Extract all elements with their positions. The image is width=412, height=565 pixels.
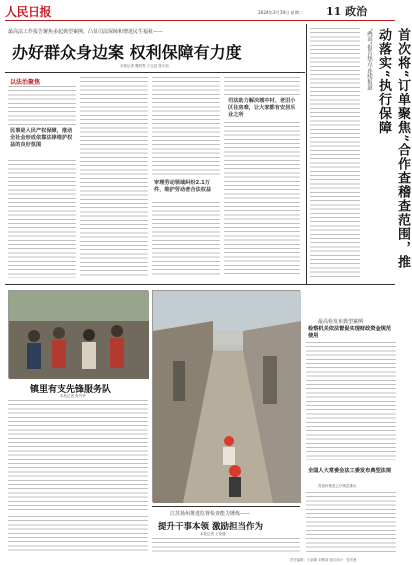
lead-rule — [5, 72, 305, 73]
street-photo — [152, 290, 300, 502]
bottom-text — [152, 538, 300, 554]
bottom-kicker: 江苏扬州推进监督检查能力锤炼—— — [170, 511, 251, 517]
newspaper-logo: 人民日报 — [5, 5, 52, 19]
lead-text-col1-bottom — [8, 160, 76, 278]
brief2-text — [306, 492, 396, 552]
right-text — [310, 28, 360, 278]
brief2-headline: 全国人大常委会法工委发布典型法规 — [308, 468, 392, 474]
volunteer-photo-art — [9, 291, 149, 379]
lead-text-col3-top — [152, 77, 220, 177]
brief1-kicker: 最高检发布典型案例 — [318, 319, 364, 325]
photo-story-byline: 本报记者 张丹华 — [60, 394, 86, 398]
brief1-headline: 检察机关依法督促实现财政资金规范使用 — [308, 326, 392, 339]
lead-headline: 办好群众身边案 权利保障有力度 — [12, 43, 242, 62]
right-headline: 首次将“订单聚焦”合作查稽查范围，推动落实“执行保障 — [376, 28, 410, 269]
page-number: 11 政治 — [326, 5, 368, 18]
side-subhead: 司法助力解决城中村、老旧小区住房难，让大家都有安居乐业之所 — [228, 98, 296, 118]
lead-pull-quote: 民事是人民产权保障，推动全社会形成依靠法律维护权益的良好氛围 — [10, 128, 73, 148]
street-photo-art — [153, 291, 301, 503]
section-label: 以法治聚焦 — [10, 79, 41, 86]
bottom-headline: 提升干事本领 激励担当作为 — [158, 522, 263, 532]
bottom-byline: 本报记者 王伟健 — [200, 532, 226, 536]
mid-rule — [5, 284, 395, 285]
right-divider — [306, 24, 307, 284]
page-footer: 责任编辑：王新颖 刘维涛 版式设计：张芳曼 — [290, 558, 357, 562]
bottom-rule — [152, 506, 300, 507]
volunteer-photo — [8, 290, 148, 378]
masthead-rule — [5, 20, 395, 21]
photo-story-headline: 镇里有支先锋服务队 — [30, 385, 112, 395]
right-kicker: “两高”报告热点·连续报道 — [366, 28, 372, 91]
photo-story-text — [8, 400, 148, 512]
issue-date: 2024年3月19日 星期二 — [258, 10, 304, 15]
brief1-text — [306, 342, 396, 460]
lead-byline: 本报记者 魏哲哲 亓玉昆 张天培 — [120, 64, 169, 68]
brief2-subhead: 将加快推进立法规范推出 — [318, 484, 357, 488]
lead-text-col4-top — [224, 77, 300, 95]
bottom-left-text — [8, 516, 148, 554]
lead-text-col3-bottom — [152, 202, 220, 277]
lead-text-col4-bottom — [224, 122, 300, 277]
lead-kicker: 最高法工作报告聚焦多起典型案例，凸显司法保障和增进民生福祉—— — [8, 29, 164, 35]
lead-subhead-mid: 审理劳动领域纠纷2.1万件，维护劳动者合法权益 — [154, 180, 212, 193]
lead-text-col1-top — [8, 86, 76, 126]
lead-text-col2 — [80, 77, 148, 277]
